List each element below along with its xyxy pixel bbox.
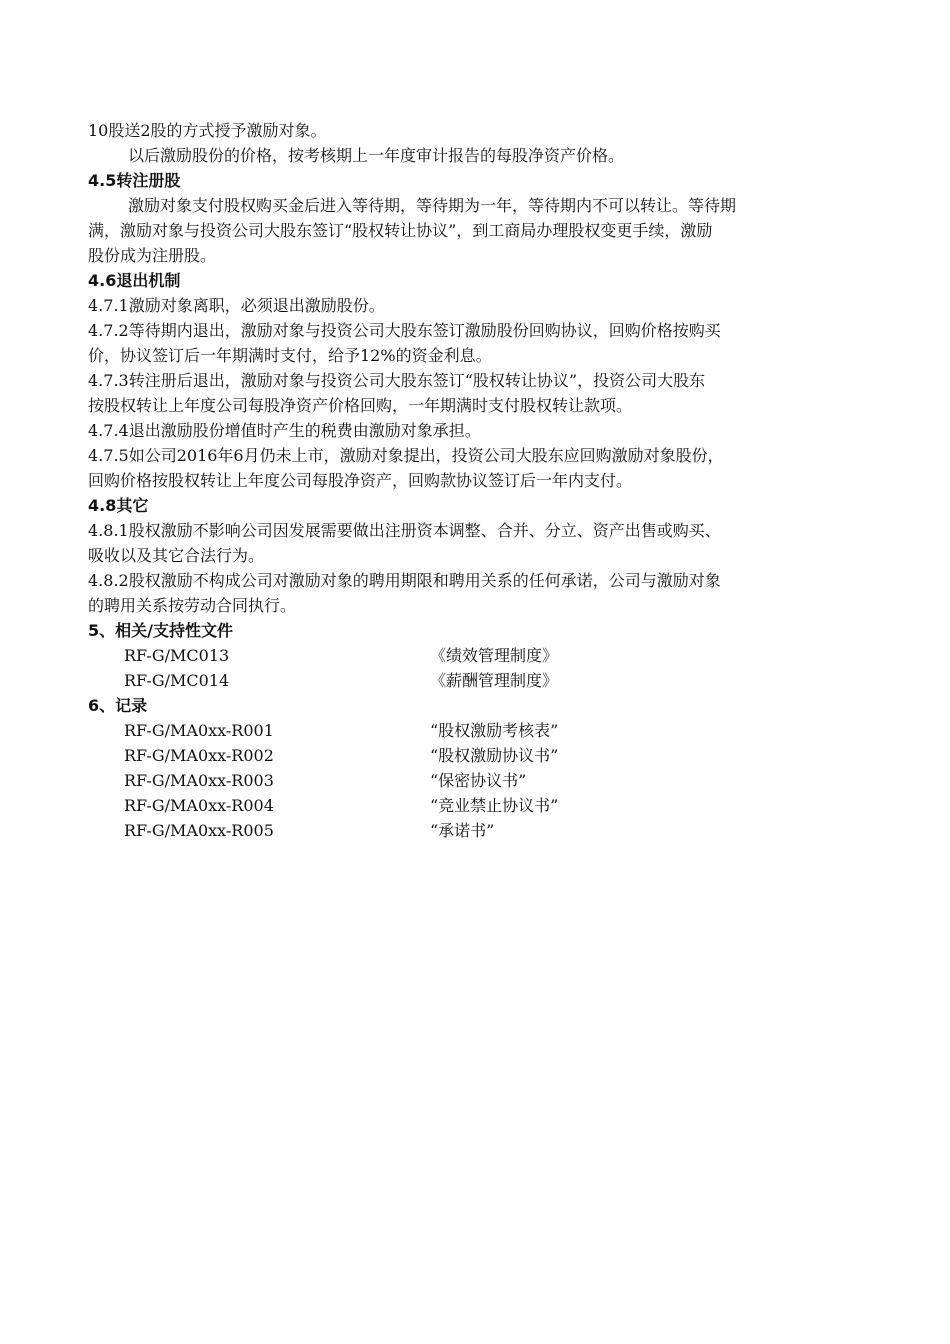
reference-code: RF-G/MC013: [124, 646, 230, 665]
record-code: RF-G/MA0xx-R005: [124, 821, 274, 840]
record-code: RF-G/MA0xx-R002: [124, 746, 274, 765]
record-code: RF-G/MA0xx-R003: [124, 771, 274, 790]
record-row: [88, 818, 862, 843]
body-line: 10股送2股的方式授予激励对象。: [88, 121, 327, 140]
record-row: [88, 743, 862, 768]
body-line: 4.8.2股权激励不构成公司对激励对象的聘用期限和聘用关系的任何承诺，公司与激励对象: [88, 571, 721, 590]
record-code: RF-G/MA0xx-R004: [124, 796, 274, 815]
section-heading-4-5: 4.5转注册股: [88, 171, 181, 190]
record-row: [88, 768, 862, 793]
document-page: [88, 118, 862, 843]
reference-title: 《绩效管理制度》: [430, 646, 559, 665]
reference-code: RF-G/MC014: [124, 671, 230, 690]
body-line: 满，激励对象与投资公司大股东签订“股权转让协议”，到工商局办理股权变更手续，激励: [88, 221, 713, 240]
record-title: “保密协议书”: [430, 771, 527, 790]
record-title: “承诺书”: [430, 821, 495, 840]
record-title: “股权激励协议书”: [430, 746, 559, 765]
body-line: 按股权转让上年度公司每股净资产价格回购，一年期满时支付股权转让款项。: [88, 396, 633, 415]
section-heading-4-6: 4.6退出机制: [88, 271, 181, 290]
body-line: 以后激励股份的价格，按考核期上一年度审计报告的每股净资产价格。: [128, 146, 625, 165]
body-line: 吸收以及其它合法行为。: [88, 546, 265, 565]
body-line: 的聘用关系按劳动合同执行。: [88, 596, 297, 615]
body-line: 4.7.4退出激励股份增值时产生的税费由激励对象承担。: [88, 421, 481, 440]
body-line: 回购价格按股权转让上年度公司每股净资产，回购款协议签订后一年内支付。: [88, 471, 633, 490]
body-line: 股份成为注册股。: [88, 246, 217, 265]
section-heading-6: 6、记录: [88, 696, 148, 715]
reference-title: 《薪酬管理制度》: [430, 671, 559, 690]
record-title: “竞业禁止协议书”: [430, 796, 559, 815]
record-row: [88, 718, 862, 743]
body-line: 4.8.1股权激励不影响公司因发展需要做出注册资本调整、合并、分立、资产出售或购买、: [88, 521, 721, 540]
section-heading-5: 5、相关/支持性文件: [88, 621, 233, 640]
section-heading-4-8: 4.8其它: [88, 496, 149, 515]
record-row: [88, 793, 862, 818]
record-code: RF-G/MA0xx-R001: [124, 721, 274, 740]
body-line: 激励对象支付股权购买金后进入等待期，等待期为一年，等待期内不可以转让。等待期: [128, 196, 737, 215]
reference-row: [88, 643, 862, 668]
body-line: 4.7.5如公司2016年6月仍未上市，激励对象提出，投资公司大股东应回购激励对象股份，: [88, 446, 724, 465]
reference-row: [88, 668, 862, 693]
body-line: 价，协议签订后一年期满时支付，给予12%的资金利息。: [88, 346, 492, 365]
body-line: 4.7.2等待期内退出，激励对象与投资公司大股东签订激励股份回购协议，回购价格按购买: [88, 321, 721, 340]
body-line: 4.7.3转注册后退出，激励对象与投资公司大股东签订“股权转让协议”，投资公司大股东: [88, 371, 706, 390]
record-title: “股权激励考核表”: [430, 721, 559, 740]
body-line: 4.7.1激励对象离职，必须退出激励股份。: [88, 296, 385, 315]
